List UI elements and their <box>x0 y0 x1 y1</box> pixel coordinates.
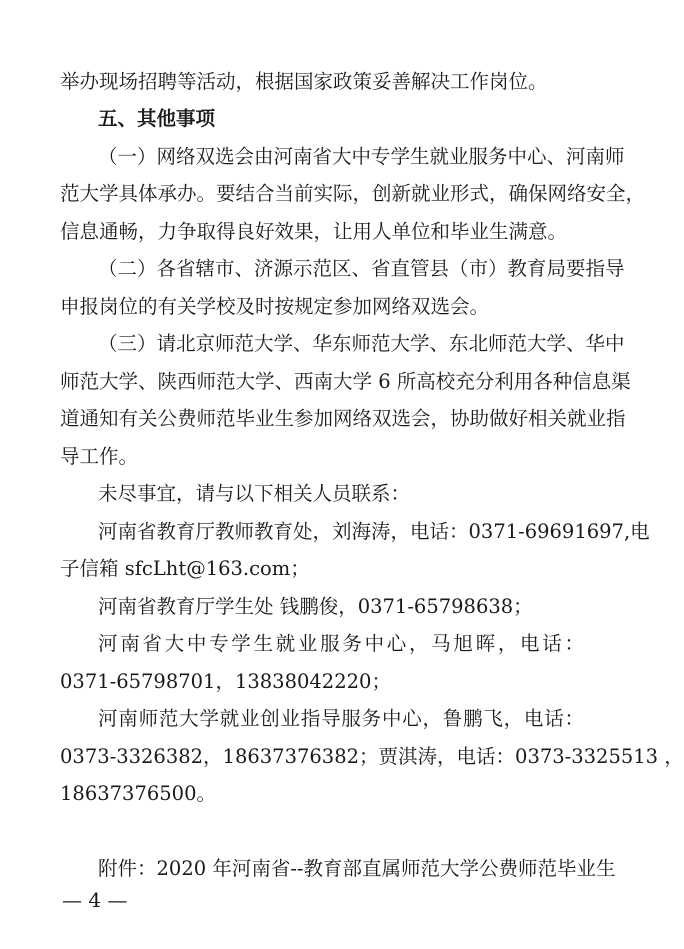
body-text-line: 范大学具体承办。要结合当前实际，创新就业形式，确保网络安全， <box>60 182 646 205</box>
body-text-line: 申报岗位的有关学校及时按规定参加网络双选会。 <box>60 295 490 318</box>
contact-line: 0371-65798701，13838042220； <box>60 670 391 693</box>
section-heading: 五、其他事项 <box>98 107 216 130</box>
body-text-line: 信息通畅，力争取得良好效果，让用人单位和毕业生满意。 <box>60 220 568 243</box>
page-number: — 4 — <box>62 888 128 912</box>
body-text-line: 未尽事宜，请与以下相关人员联系： <box>98 482 411 505</box>
body-text-line: （二）各省辖市、济源示范区、省直管县（市）教育局要指导 <box>98 257 625 280</box>
body-text-line: 师范大学、陕西师范大学、西南大学 6 所高校充分利用各种信息渠 <box>60 370 631 393</box>
contact-line: 18637376500。 <box>60 782 216 805</box>
body-text-line: （一）网络双选会由河南省大中专学生就业服务中心、河南师 <box>98 145 625 168</box>
contact-line: 河南师范大学就业创业指导服务中心，鲁鹏飞，电话： <box>98 707 584 730</box>
body-text-line: 举办现场招聘等活动，根据国家政策妥善解决工作岗位。 <box>60 70 548 93</box>
contact-line: 子信箱 sfcLht@163.com； <box>60 557 310 580</box>
body-text-line: 导工作。 <box>60 445 139 468</box>
contact-line: 0373-3326382，18637376382；贾淇涛，电话：0373-3325513 ， <box>60 745 684 768</box>
contact-line: 河南省大中专学生就业服务中心，马旭晖，电话： <box>98 632 584 655</box>
body-text-line: （三）请北京师范大学、华东师范大学、东北师范大学、华中 <box>98 332 625 355</box>
body-text-line: 道通知有关公费师范毕业生参加网络双选会，协助做好相关就业指 <box>60 407 626 430</box>
contact-line: 河南省教育厅教师教育处，刘海涛，电话：0371-69691697,电 <box>98 520 650 543</box>
contact-line: 河南省教育厅学生处 钱鹏俊，0371-65798638； <box>98 595 533 618</box>
attachment-line: 附件：2020 年河南省--教育部直属师范大学公费师范毕业生 <box>98 857 616 880</box>
